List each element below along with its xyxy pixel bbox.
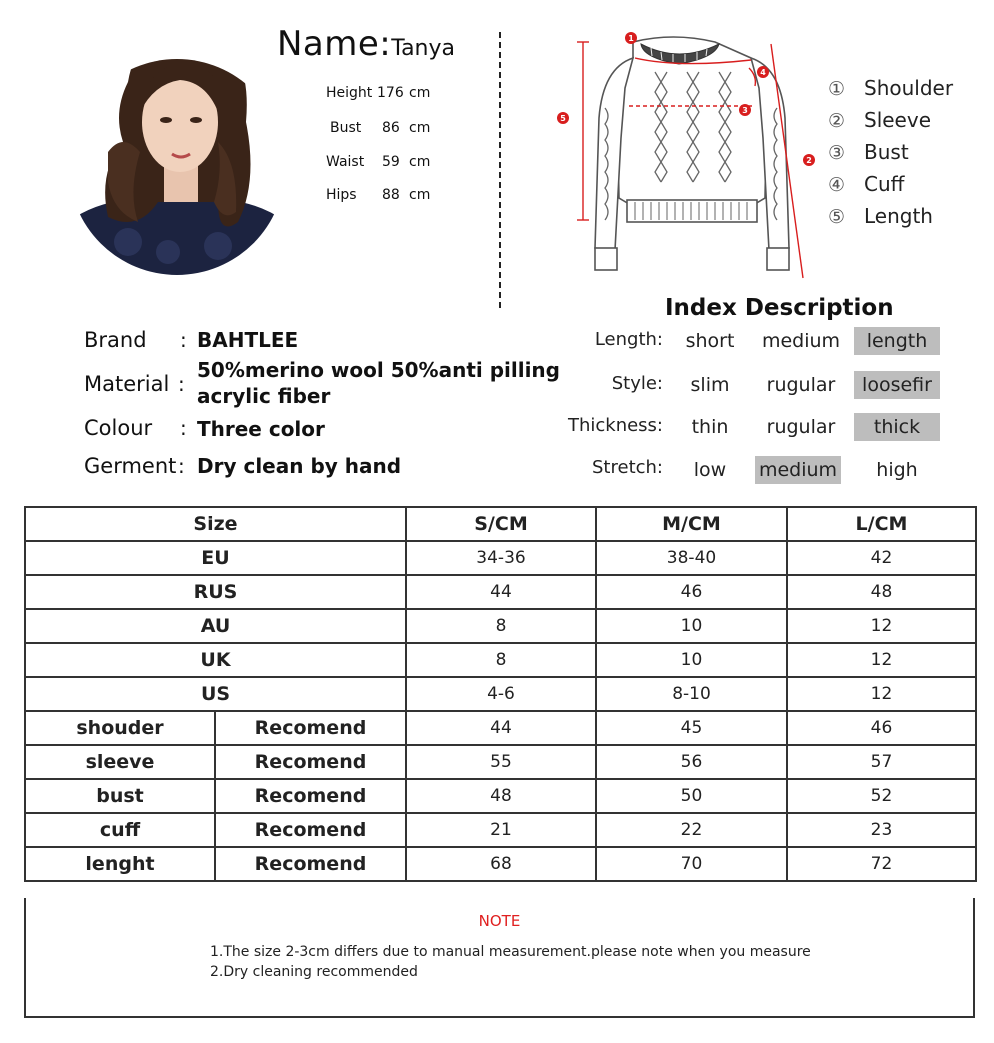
note-line: 2.Dry cleaning recommended: [210, 964, 418, 980]
name-label: Name:: [277, 24, 392, 64]
table-row: [25, 575, 976, 609]
measurement-value: 86: [382, 120, 400, 136]
garment-value: Dry clean by hand: [197, 454, 402, 478]
index-row-label: Thickness:: [567, 415, 663, 436]
cell: 8-10: [596, 677, 787, 711]
index-option-selected: length: [854, 327, 940, 355]
measurement-unit: cm: [409, 187, 431, 203]
table-row: [25, 745, 976, 779]
index-option-selected: loosefir: [854, 371, 940, 399]
index-row-label: Stretch:: [592, 457, 663, 478]
header-size: Size: [25, 507, 406, 541]
marker-3: 3: [742, 106, 748, 115]
row-label: lenght: [25, 847, 215, 881]
cell: 48: [787, 575, 976, 609]
garment-label: Germent: [84, 454, 177, 478]
cell: 10: [596, 609, 787, 643]
legend-number: ③: [828, 142, 846, 164]
brand-label: Brand: [84, 328, 147, 352]
garment-colon: :: [178, 454, 185, 478]
cell: 70: [596, 847, 787, 881]
index-option-selected: thick: [854, 413, 940, 441]
row-label: bust: [25, 779, 215, 813]
table-header-row: [25, 507, 976, 541]
table-row: [25, 541, 976, 575]
legend-item: [828, 172, 904, 196]
measurement-label: Bust: [330, 120, 362, 136]
measurement-unit: cm: [409, 120, 431, 136]
size-table: [24, 506, 977, 882]
model-photo: [68, 22, 286, 276]
header-l: L/CM: [787, 507, 976, 541]
table-row: [25, 847, 976, 881]
cell: 57: [787, 745, 976, 779]
material-label: Material: [84, 372, 170, 396]
measurement-value: 88: [382, 187, 400, 203]
index-option: low: [693, 459, 727, 481]
table-row: [25, 711, 976, 745]
cell: 46: [787, 711, 976, 745]
row-note: Recomend: [215, 847, 406, 881]
cell: 42: [787, 541, 976, 575]
row-note: Recomend: [215, 779, 406, 813]
brand-value: BAHTLEE: [197, 328, 299, 352]
dashed-divider: [499, 32, 501, 308]
legend-label: Shoulder: [864, 76, 954, 100]
cell: 72: [787, 847, 976, 881]
row-note: Recomend: [215, 745, 406, 779]
row-note: Recomend: [215, 711, 406, 745]
note-title: NOTE: [478, 912, 521, 930]
measurement-value: 59: [382, 154, 400, 170]
index-row-label: Style:: [611, 373, 663, 394]
measurement-label: Height: [326, 85, 373, 101]
cell: 8: [406, 609, 596, 643]
note-line: 1.The size 2-3cm differs due to manual measurement.please note when you measure: [210, 944, 811, 960]
legend-item: [828, 204, 933, 228]
legend-label: Cuff: [864, 172, 905, 196]
legend-item: [828, 76, 953, 100]
model-name: [277, 24, 455, 64]
measurement-unit: cm: [409, 154, 431, 170]
legend-item: [828, 140, 909, 164]
measurement-unit: cm: [409, 85, 431, 101]
legend-number: ⑤: [828, 206, 846, 228]
cell: 12: [787, 643, 976, 677]
index-option: high: [876, 459, 918, 481]
index-option: thin: [691, 416, 729, 438]
index-row-label: Length:: [594, 329, 663, 350]
colour-colon: :: [180, 416, 187, 440]
brand-colon: :: [180, 328, 187, 352]
cell: 10: [596, 643, 787, 677]
colour-label: Colour: [84, 416, 153, 440]
row-label: EU: [25, 541, 406, 575]
row-label: UK: [25, 643, 406, 677]
row-note: Recomend: [215, 813, 406, 847]
cell: 21: [406, 813, 596, 847]
sweater-diagram: [555, 28, 820, 286]
marker-1: 1: [628, 34, 634, 43]
cell: 44: [406, 711, 596, 745]
row-label: sleeve: [25, 745, 215, 779]
index-title: Index Description: [665, 295, 894, 321]
cell: 12: [787, 677, 976, 711]
measurement-label: Hips: [326, 187, 357, 203]
cell: 68: [406, 847, 596, 881]
cell: 4-6: [406, 677, 596, 711]
cell: 38-40: [596, 541, 787, 575]
cell: 50: [596, 779, 787, 813]
material-value-line1: 50%merino wool 50%anti pilling: [197, 358, 560, 382]
cell: 55: [406, 745, 596, 779]
table-row: [25, 643, 976, 677]
cell: 34-36: [406, 541, 596, 575]
cell: 48: [406, 779, 596, 813]
index-option: slim: [690, 374, 730, 396]
legend-number: ②: [828, 110, 846, 132]
measurement-label: Waist: [326, 154, 365, 170]
cell: 8: [406, 643, 596, 677]
marker-4: 4: [760, 68, 766, 77]
cell: 23: [787, 813, 976, 847]
legend-item: [828, 108, 931, 132]
cell: 52: [787, 779, 976, 813]
index-option: short: [685, 330, 735, 352]
material-value-line2: acrylic fiber: [197, 384, 331, 408]
table-row: [25, 813, 976, 847]
cell: 22: [596, 813, 787, 847]
cell: 45: [596, 711, 787, 745]
table-row: [25, 779, 976, 813]
colour-value: Three color: [197, 417, 325, 441]
row-label: RUS: [25, 575, 406, 609]
cell: 12: [787, 609, 976, 643]
index-option: rugular: [766, 374, 836, 396]
table-row: [25, 677, 976, 711]
legend-number: ①: [828, 78, 846, 100]
legend-label: Sleeve: [864, 108, 932, 132]
measurement-value: 176: [377, 85, 404, 101]
table-row: [25, 609, 976, 643]
index-option: medium: [761, 330, 841, 352]
legend-label: Length: [864, 204, 933, 228]
cell: 44: [406, 575, 596, 609]
cell: 56: [596, 745, 787, 779]
material-colon: :: [178, 372, 185, 396]
row-label: shouder: [25, 711, 215, 745]
cell: 46: [596, 575, 787, 609]
row-label: US: [25, 677, 406, 711]
index-option: rugular: [766, 416, 836, 438]
header-s: S/CM: [406, 507, 596, 541]
index-option-selected: medium: [755, 456, 841, 484]
note-box: [24, 898, 975, 1018]
row-label: AU: [25, 609, 406, 643]
marker-5: 5: [560, 114, 566, 123]
row-label: cuff: [25, 813, 215, 847]
header-m: M/CM: [596, 507, 787, 541]
legend-number: ④: [828, 174, 846, 196]
marker-2: 2: [806, 156, 812, 165]
name-value: Tanya: [391, 36, 455, 61]
legend-label: Bust: [864, 140, 909, 164]
